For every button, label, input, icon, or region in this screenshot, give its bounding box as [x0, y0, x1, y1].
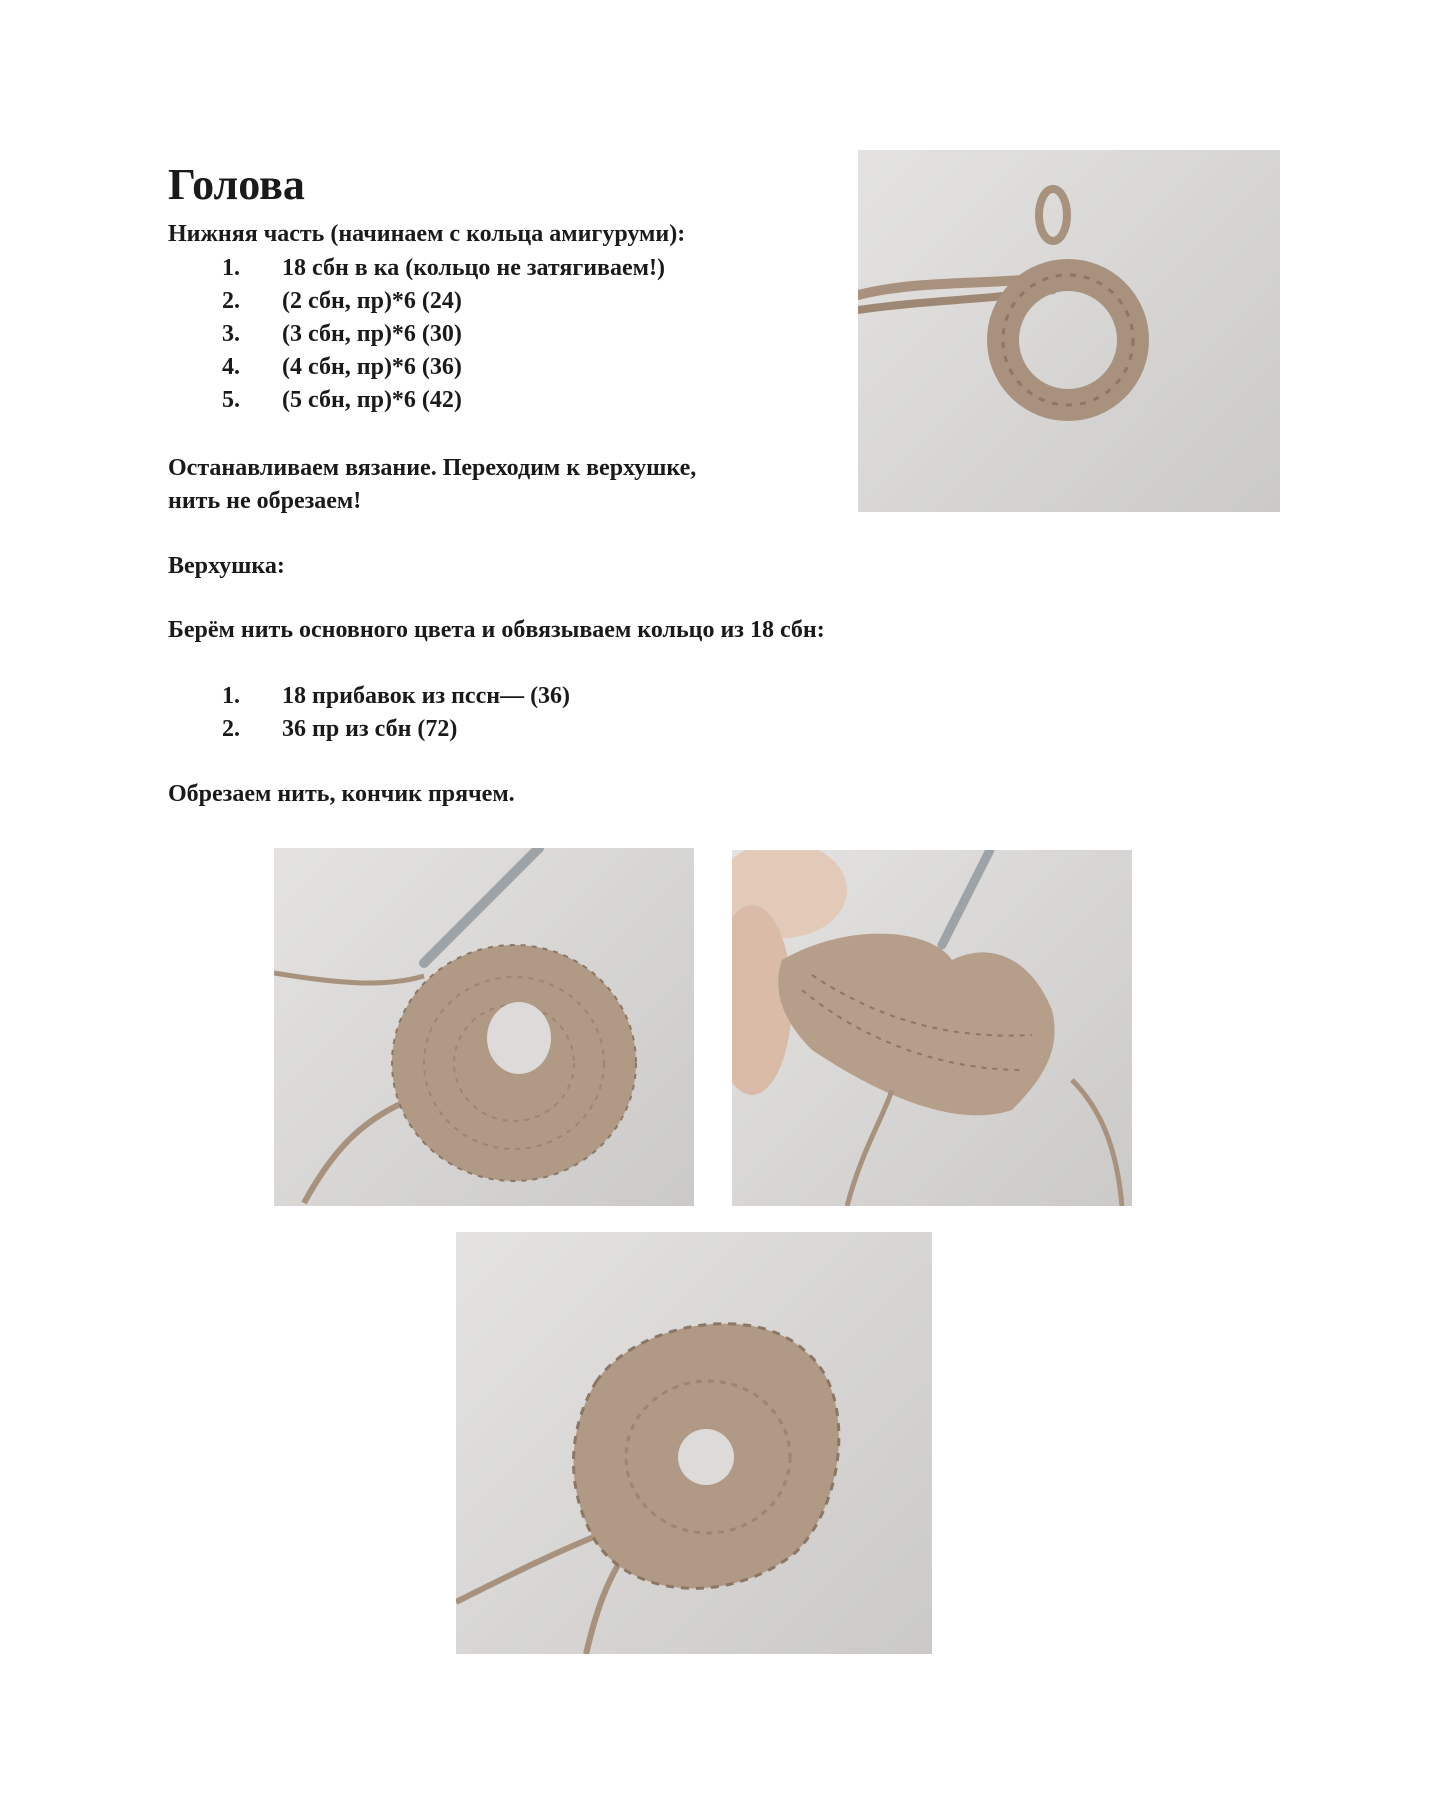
list-item: [222, 285, 665, 318]
part2-subtitle: Верхушка:: [168, 553, 285, 579]
list-item: [222, 384, 665, 417]
step-text: 36 пр из сбн (72): [282, 716, 458, 742]
ruffled-crochet-illustration: [456, 1232, 932, 1654]
step-text: (2 сбн, пр)*6 (24): [282, 288, 462, 314]
photo-amigurumi-ring: [858, 150, 1280, 512]
list-item: [222, 252, 665, 285]
photo-ruffled-crochet-piece: [456, 1232, 932, 1654]
step-number: 1.: [222, 255, 240, 281]
step-text: (5 сбн, пр)*6 (42): [282, 387, 462, 413]
step-number: 5.: [222, 387, 240, 413]
part1-subtitle: Нижняя часть (начинаем с кольца амигуруми):: [168, 221, 686, 247]
step-number: 3.: [222, 321, 240, 347]
part2-steps-list: [222, 680, 570, 746]
part1-steps-list: [222, 252, 665, 417]
list-item: [222, 680, 570, 713]
step-text: 18 прибавок из пссн— (36): [282, 683, 571, 709]
step-number: 1.: [222, 683, 240, 709]
list-item: [222, 351, 665, 384]
step-number: 2.: [222, 288, 240, 314]
part1-note: [168, 452, 848, 518]
note-line: Останавливаем вязание. Переходим к верхушке,: [168, 455, 697, 481]
crochet-circle-illustration: [274, 848, 694, 1206]
page-title: Голова: [168, 160, 305, 209]
list-item: [222, 713, 570, 746]
photo-holding-crochet: [732, 850, 1132, 1206]
step-number: 2.: [222, 716, 240, 742]
step-text: (4 сбн, пр)*6 (36): [282, 354, 462, 380]
holding-crochet-illustration: [732, 850, 1132, 1206]
photo-crochet-circle-hook: [274, 848, 694, 1206]
list-item: [222, 318, 665, 351]
note-line: нить не обрезаем!: [168, 488, 362, 514]
step-text: (3 сбн, пр)*6 (30): [282, 321, 462, 347]
step-text: 18 сбн в ка (кольцо не затягиваем!): [282, 255, 666, 281]
part2-intro: Берём нить основного цвета и обвязываем кольцо из 18 сбн:: [168, 617, 825, 643]
step-number: 4.: [222, 354, 240, 380]
yarn-ring-illustration: [858, 150, 1280, 512]
part2-outro: Обрезаем нить, кончик прячем.: [168, 781, 515, 807]
